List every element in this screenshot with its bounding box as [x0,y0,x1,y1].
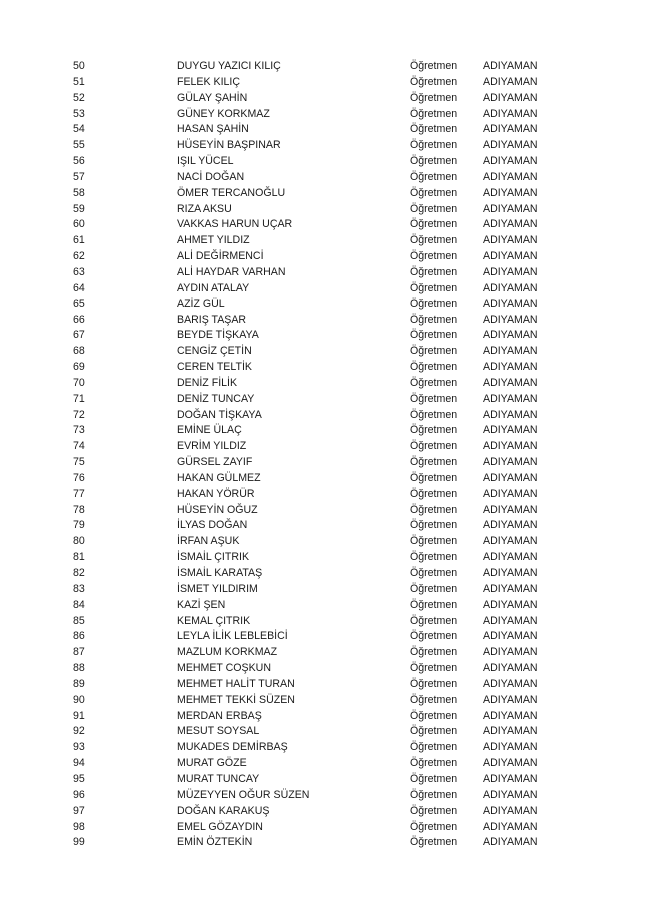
person-name: MEHMET TEKKİ SÜZEN [177,693,295,706]
table-row [0,724,650,740]
person-name: CEREN TELTİK [177,361,252,374]
table-row [0,138,650,154]
job-title: Öğretmen [410,60,458,72]
person-name: İLYAS DOĞAN [177,519,248,532]
person-name: EMEL GÖZAYDIN [177,820,263,833]
job-title: Öğretmen [410,757,458,770]
row-number: 71 [73,392,85,405]
job-title: Öğretmen [410,329,458,342]
city-name: ADIYAMAN [483,440,538,453]
city-name: ADIYAMAN [483,139,538,152]
row-number: 99 [73,836,85,849]
person-name: CENGİZ ÇETİN [177,345,252,358]
row-number: 83 [73,582,85,595]
person-name: İSMET YILDIRIM [177,582,258,595]
job-title: Öğretmen [410,551,458,564]
city-name: ADIYAMAN [483,519,538,532]
city-name: ADIYAMAN [483,392,538,405]
job-title: Öğretmen [410,693,458,706]
person-name: HÜSEYİN BAŞPINAR [177,139,281,152]
job-title: Öğretmen [410,614,458,627]
person-name: DOĞAN TİŞKAYA [177,408,262,421]
city-name: ADIYAMAN [483,107,538,120]
city-name: ADIYAMAN [483,836,538,849]
job-title: Öğretmen [410,487,458,500]
person-name: KAZİ ŞEN [177,598,226,611]
person-name: NACİ DOĞAN [177,170,245,183]
job-title: Öğretmen [410,345,458,358]
table-row [0,677,650,693]
person-name: MÜZEYYEN OĞUR SÜZEN [177,788,310,801]
city-name: ADIYAMAN [483,772,538,785]
city-name: ADIYAMAN [483,155,538,168]
row-number: 67 [73,329,85,342]
person-name: ALİ HAYDAR VARHAN [177,265,286,278]
table-row [0,154,650,170]
person-name: HAKAN YÖRÜR [177,487,255,500]
city-name: ADIYAMAN [483,709,538,722]
job-title: Öğretmen [410,281,458,294]
person-name: RIZA AKSU [177,202,232,215]
person-name: GÜNEY KORKMAZ [177,107,270,120]
table-row [0,75,650,91]
person-name: MERDAN ERBAŞ [177,709,262,722]
row-number: 79 [73,519,85,532]
person-name: IŞIL YÜCEL [177,155,234,168]
job-title: Öğretmen [410,535,458,548]
city-name: ADIYAMAN [483,725,538,738]
person-name: EVRİM YILDIZ [177,440,247,453]
person-name: FELEK KILIÇ [177,75,240,88]
city-name: ADIYAMAN [483,91,538,104]
city-name: ADIYAMAN [483,487,538,500]
row-number: 76 [73,471,85,484]
person-name: VAKKAS HARUN UÇAR [177,218,293,231]
person-name: MUKADES DEMİRBAŞ [177,741,288,754]
city-name: ADIYAMAN [483,313,538,326]
row-number: 90 [73,693,85,706]
table-row [0,344,650,360]
city-name: ADIYAMAN [483,218,538,231]
job-title: Öğretmen [410,567,458,579]
city-name: ADIYAMAN [483,741,538,754]
city-name: ADIYAMAN [483,250,538,263]
row-number: 98 [73,820,85,833]
table-row [0,408,650,424]
city-name: ADIYAMAN [483,788,538,801]
person-name: HAKAN GÜLMEZ [177,471,261,484]
table-row [0,614,650,630]
city-name: ADIYAMAN [483,456,538,469]
table-row [0,503,650,519]
person-name: MEHMET HALİT TURAN [177,677,295,690]
person-name: HÜSEYİN OĞUZ [177,503,258,516]
row-number: 94 [73,757,85,770]
staff-list [0,59,650,851]
table-row [0,360,650,376]
job-title: Öğretmen [410,424,458,437]
row-number: 51 [73,75,85,88]
row-number: 86 [73,630,85,643]
job-title: Öğretmen [410,709,458,722]
table-row [0,582,650,598]
table-row [0,661,650,677]
person-name: MURAT TUNCAY [177,772,260,785]
person-name: AYDIN ATALAY [177,281,250,294]
row-number: 70 [73,376,85,389]
person-name: MESUT SOYSAL [177,725,260,738]
table-row [0,455,650,471]
table-row [0,281,650,297]
job-title: Öğretmen [410,598,458,611]
job-title: Öğretmen [410,297,458,310]
table-row [0,186,650,202]
job-title: Öğretmen [410,107,458,120]
job-title: Öğretmen [410,139,458,152]
row-number: 82 [73,567,85,579]
row-number: 62 [73,250,85,263]
city-name: ADIYAMAN [483,630,538,643]
row-number: 95 [73,772,85,785]
job-title: Öğretmen [410,202,458,215]
person-name: DENİZ FİLİK [177,376,238,389]
person-name: AHMET YILDIZ [177,234,250,247]
table-row [0,265,650,281]
table-row [0,122,650,138]
job-title: Öğretmen [410,646,458,659]
city-name: ADIYAMAN [483,424,538,437]
city-name: ADIYAMAN [483,345,538,358]
job-title: Öğretmen [410,91,458,104]
row-number: 72 [73,408,85,421]
job-title: Öğretmen [410,677,458,690]
row-number: 57 [73,170,85,183]
table-row [0,804,650,820]
city-name: ADIYAMAN [483,551,538,564]
city-name: ADIYAMAN [483,281,538,294]
job-title: Öğretmen [410,361,458,374]
person-name: DENİZ TUNCAY [177,392,255,405]
table-row [0,534,650,550]
row-number: 84 [73,598,85,611]
row-number: 93 [73,741,85,754]
job-title: Öğretmen [410,836,458,849]
person-name: KEMAL ÇITRIK [177,614,251,627]
person-name: DOĞAN KARAKUŞ [177,804,270,817]
job-title: Öğretmen [410,788,458,801]
table-row [0,217,650,233]
job-title: Öğretmen [410,123,458,136]
job-title: Öğretmen [410,471,458,484]
row-number: 88 [73,662,85,675]
city-name: ADIYAMAN [483,582,538,595]
row-number: 64 [73,281,85,294]
row-number: 65 [73,297,85,310]
city-name: ADIYAMAN [483,329,538,342]
person-name: AZİZ GÜL [177,297,225,310]
person-name: EMİN ÖZTEKİN [177,836,253,849]
table-row [0,550,650,566]
table-row [0,423,650,439]
table-row [0,313,650,329]
city-name: ADIYAMAN [483,186,538,199]
table-row [0,487,650,503]
city-name: ADIYAMAN [483,60,538,72]
table-row [0,202,650,218]
city-name: ADIYAMAN [483,662,538,675]
row-number: 54 [73,123,85,136]
table-row [0,788,650,804]
row-number: 55 [73,139,85,152]
table-row [0,820,650,836]
row-number: 77 [73,487,85,500]
city-name: ADIYAMAN [483,598,538,611]
row-number: 60 [73,218,85,231]
job-title: Öğretmen [410,741,458,754]
table-row [0,91,650,107]
row-number: 75 [73,456,85,469]
job-title: Öğretmen [410,519,458,532]
table-row [0,59,650,75]
table-row [0,693,650,709]
city-name: ADIYAMAN [483,567,538,579]
city-name: ADIYAMAN [483,503,538,516]
city-name: ADIYAMAN [483,202,538,215]
city-name: ADIYAMAN [483,471,538,484]
table-row [0,170,650,186]
city-name: ADIYAMAN [483,614,538,627]
city-name: ADIYAMAN [483,820,538,833]
city-name: ADIYAMAN [483,234,538,247]
table-row [0,297,650,313]
person-name: HASAN ŞAHİN [177,123,249,136]
job-title: Öğretmen [410,456,458,469]
row-number: 61 [73,234,85,247]
table-row [0,709,650,725]
table-row [0,249,650,265]
row-number: 91 [73,709,85,722]
job-title: Öğretmen [410,75,458,88]
row-number: 89 [73,677,85,690]
job-title: Öğretmen [410,186,458,199]
city-name: ADIYAMAN [483,75,538,88]
city-name: ADIYAMAN [483,361,538,374]
table-row [0,740,650,756]
job-title: Öğretmen [410,582,458,595]
row-number: 58 [73,186,85,199]
row-number: 81 [73,551,85,564]
table-row [0,439,650,455]
job-title: Öğretmen [410,155,458,168]
city-name: ADIYAMAN [483,646,538,659]
job-title: Öğretmen [410,376,458,389]
person-name: ÖMER TERCANOĞLU [177,186,286,199]
table-row [0,598,650,614]
row-number: 97 [73,804,85,817]
job-title: Öğretmen [410,170,458,183]
city-name: ADIYAMAN [483,265,538,278]
row-number: 87 [73,646,85,659]
person-name: MEHMET COŞKUN [177,662,271,675]
city-name: ADIYAMAN [483,804,538,817]
city-name: ADIYAMAN [483,123,538,136]
job-title: Öğretmen [410,772,458,785]
table-row [0,518,650,534]
job-title: Öğretmen [410,218,458,231]
person-name: İSMAİL KARATAŞ [177,567,263,579]
person-name: GÜRSEL ZAYIF [177,456,253,469]
person-name: ALİ DEĞİRMENCİ [177,250,264,263]
row-number: 56 [73,155,85,168]
row-number: 66 [73,313,85,326]
person-name: GÜLAY ŞAHİN [177,91,248,104]
row-number: 96 [73,788,85,801]
row-number: 68 [73,345,85,358]
city-name: ADIYAMAN [483,757,538,770]
city-name: ADIYAMAN [483,693,538,706]
table-row [0,471,650,487]
table-row [0,772,650,788]
table-row [0,328,650,344]
job-title: Öğretmen [410,725,458,738]
city-name: ADIYAMAN [483,677,538,690]
row-number: 52 [73,91,85,104]
row-number: 73 [73,424,85,437]
row-number: 69 [73,361,85,374]
job-title: Öğretmen [410,408,458,421]
city-name: ADIYAMAN [483,297,538,310]
job-title: Öğretmen [410,392,458,405]
person-name: DUYGU YAZICI KILIÇ [177,60,281,72]
job-title: Öğretmen [410,265,458,278]
person-name: İRFAN AŞUK [177,535,240,548]
row-number: 74 [73,440,85,453]
city-name: ADIYAMAN [483,376,538,389]
job-title: Öğretmen [410,503,458,516]
table-row [0,629,650,645]
job-title: Öğretmen [410,250,458,263]
table-row [0,756,650,772]
job-title: Öğretmen [410,440,458,453]
job-title: Öğretmen [410,662,458,675]
table-row [0,392,650,408]
row-number: 80 [73,535,85,548]
table-row [0,233,650,249]
person-name: EMİNE ÜLAÇ [177,424,242,437]
table-row [0,835,650,851]
city-name: ADIYAMAN [483,408,538,421]
table-row [0,566,650,582]
person-name: MAZLUM KORKMAZ [177,646,278,659]
city-name: ADIYAMAN [483,535,538,548]
job-title: Öğretmen [410,804,458,817]
row-number: 85 [73,614,85,627]
row-number: 92 [73,725,85,738]
table-row [0,376,650,392]
row-number: 53 [73,107,85,120]
person-name: İSMAİL ÇITRIK [177,551,250,564]
city-name: ADIYAMAN [483,170,538,183]
person-name: LEYLA İLİK LEBLEBİCİ [177,630,288,643]
row-number: 59 [73,202,85,215]
person-name: MURAT GÖZE [177,757,247,770]
table-row [0,645,650,661]
row-number: 50 [73,60,85,72]
job-title: Öğretmen [410,313,458,326]
person-name: BARIŞ TAŞAR [177,313,247,326]
job-title: Öğretmen [410,630,458,643]
person-name: BEYDE TİŞKAYA [177,329,259,342]
row-number: 78 [73,503,85,516]
table-row [0,107,650,123]
row-number: 63 [73,265,85,278]
job-title: Öğretmen [410,234,458,247]
job-title: Öğretmen [410,820,458,833]
